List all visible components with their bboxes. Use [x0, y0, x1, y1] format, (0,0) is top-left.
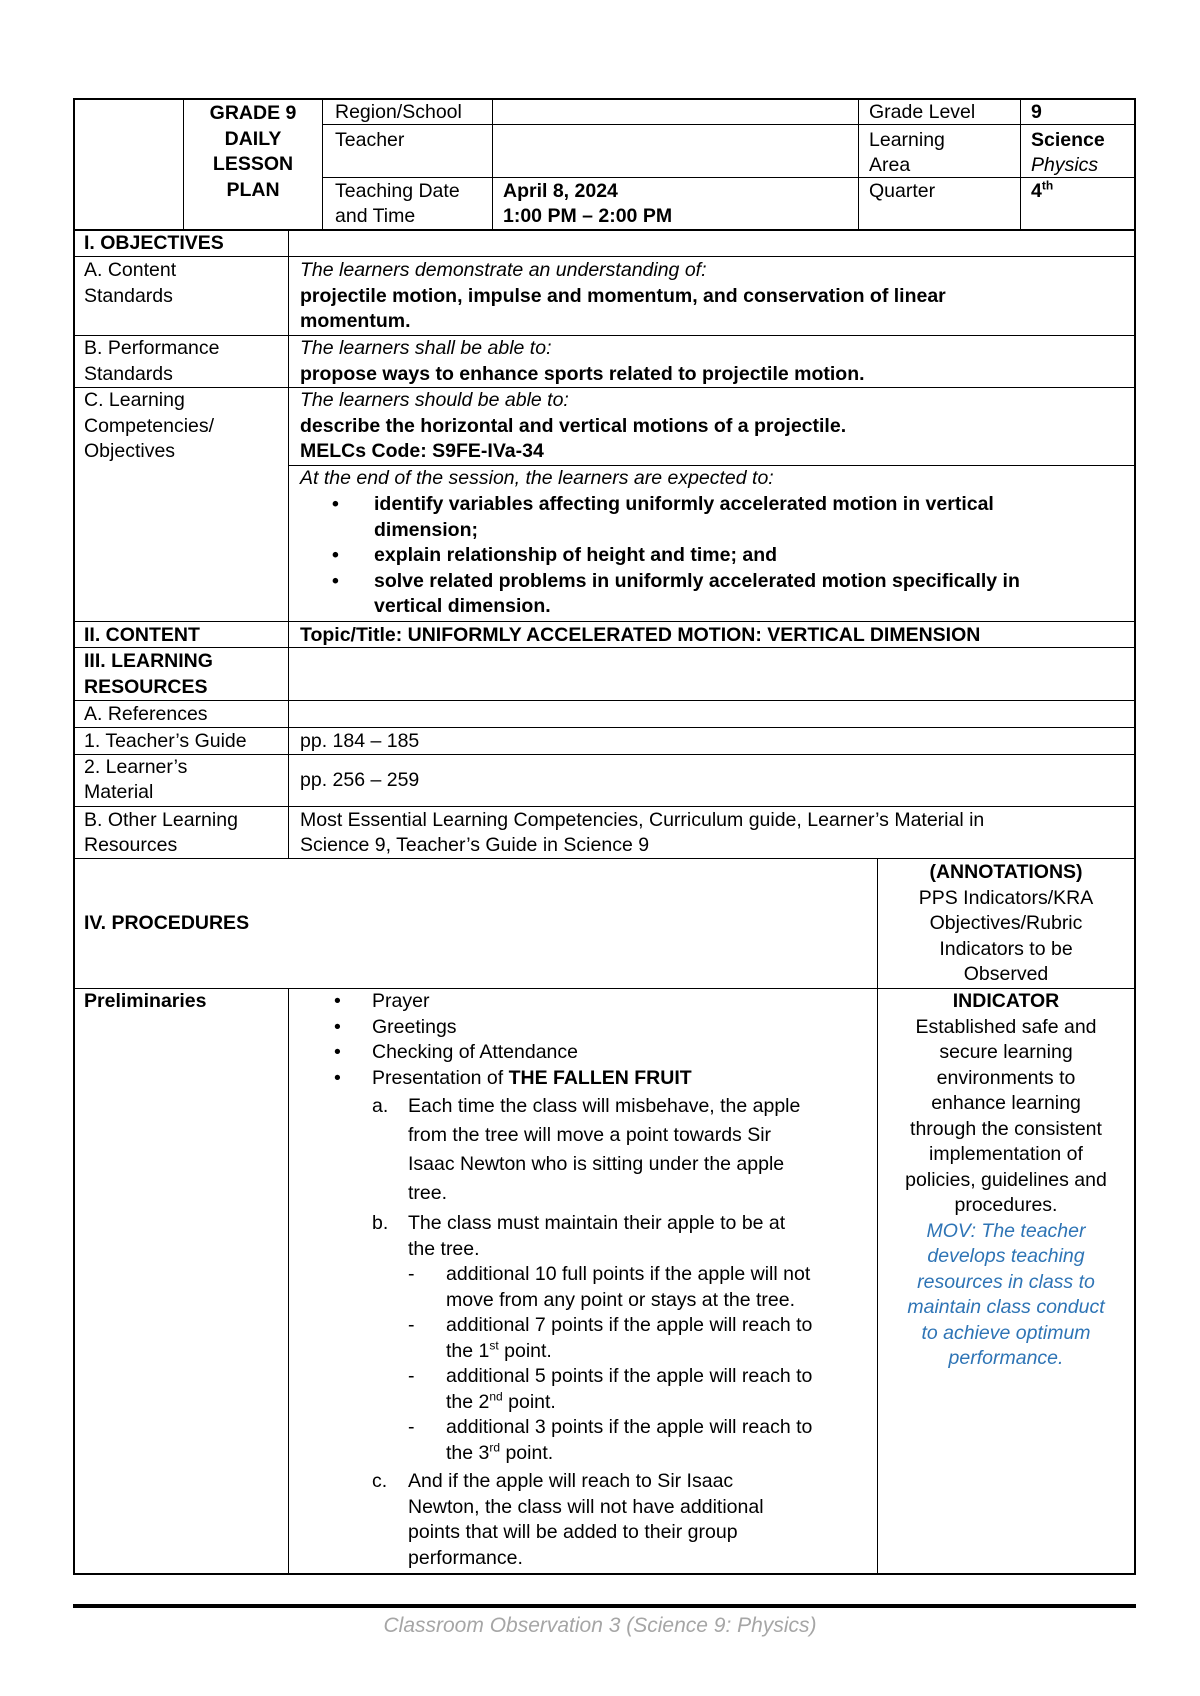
footer-divider: [73, 1604, 1136, 1608]
preliminaries-list: [334, 989, 868, 1091]
resources-heading: III. LEARNING RESOURCES: [84, 650, 213, 698]
list-item: • Checking of Attendance: [338, 1040, 868, 1066]
other-resources-label: B. Other Learning Resources: [84, 809, 238, 856]
bullet-icon: •: [334, 1066, 341, 1089]
teaching-date-value: April 8, 2024 1:00 PM – 2:00 PM: [503, 180, 673, 227]
learning-area-label: Learning Area: [869, 129, 945, 176]
list-item: - additional 7 points if the apple will reach to the 1st point.: [408, 1314, 813, 1362]
region-school-label: Region/School: [335, 101, 462, 123]
content-topic: Topic/Title: UNIFORMLY ACCELERATED MOTION: VERTICAL DIMENSION: [300, 624, 981, 646]
content-heading: II. CONTENT: [84, 624, 200, 646]
quarter-value: 4th: [1031, 178, 1054, 202]
objectives-heading: I. OBJECTIVES: [84, 232, 224, 254]
mov-note: MOV: The teacher develops teaching resources in class to maintain class conduct to achieve optimum performance.: [907, 1219, 1105, 1369]
fallen-fruit-rule-a: a. Each time the class will misbehave, the apple from the tree will move a point towards Sir Isaac Newton who is sitting under the apple tree.: [372, 1095, 801, 1204]
bullet-icon: •: [334, 990, 341, 1012]
list-item: - additional 3 points if the apple will reach to the 3rd point.: [408, 1416, 813, 1464]
procedures-heading: IV. PROCEDURES: [84, 912, 250, 934]
content-standards-text: The learners demonstrate an understanding of: projectile motion, impulse and momentum, and conservation of linear momentum.: [300, 259, 946, 332]
list-item: • identify variables affecting uniformly accelerated motion in vertical dimension;: [332, 493, 994, 541]
bullet-icon: •: [332, 544, 339, 566]
learning-competencies-text: The learners should be able to: describe the horizontal and vertical motions of a projectile. MELCs Code: S9FE-IVa-34: [300, 389, 847, 462]
footer-text: Classroom Observation 3 (Science 9: Physics): [383, 1614, 817, 1637]
session-objectives: [300, 466, 774, 492]
annotations-header: (ANNOTATIONS) PPS Indicators/KRA Objectives/Rubric Indicators to be Observed: [918, 861, 1094, 985]
bullet-icon: •: [332, 493, 339, 515]
session-objective-list: [332, 492, 1020, 620]
list-item: • explain relationship of height and time; and: [338, 543, 1020, 569]
learning-area-value: Science Physics: [1031, 129, 1105, 176]
list-item: • solve related problems in uniformly accelerated motion specifically in vertical dimension.: [332, 569, 1020, 617]
fallen-fruit-rule-b: b. The class must maintain their apple to be at the tree.: [372, 1212, 786, 1260]
grade-level-value: 9: [1031, 101, 1042, 123]
teachers-guide-label: 1. Teacher’s Guide: [84, 730, 247, 752]
doc-title: GRADE 9 DAILY LESSON PLAN: [209, 102, 297, 201]
bullet-icon: •: [334, 1015, 341, 1038]
preliminaries-label: Preliminaries: [84, 990, 207, 1012]
performance-standards-label: B. Performance Standards: [84, 337, 220, 385]
bullet-icon: •: [334, 1041, 341, 1063]
other-resources-value: Most Essential Learning Competencies, Curriculum guide, Learner’s Material in Science 9, Teacher’s Guide in Science 9: [300, 809, 985, 856]
list-item: • Presentation of THE FALLEN FRUIT: [338, 1066, 868, 1092]
points-list: [408, 1262, 812, 1466]
learning-competencies-label: C. Learning Competencies/ Objectives: [84, 389, 215, 462]
list-item: - additional 10 full points if the apple will not move from any point or stays at the tree.: [408, 1263, 811, 1311]
grade-level-label: Grade Level: [869, 101, 976, 123]
references-label: A. References: [84, 703, 208, 725]
list-item: • Prayer: [338, 989, 868, 1015]
session-intro: At the end of the session, the learners are expected to:: [300, 467, 774, 489]
bullet-icon: •: [332, 569, 339, 592]
teachers-guide-value: pp. 184 – 185: [300, 730, 420, 752]
list-item: • Greetings: [338, 1015, 868, 1041]
fallen-fruit-rule-c: c. And if the apple will reach to Sir Isaac Newton, the class will not have additional points that will be added to their group performance.: [372, 1470, 764, 1569]
teacher-label: Teacher: [335, 129, 405, 151]
teaching-date-label: Teaching Date and Time: [335, 180, 460, 227]
content-standards-label: A. Content Standards: [84, 259, 177, 307]
performance-standards-text: The learners shall be able to: propose ways to enhance sports related to projectile motion.: [300, 337, 865, 385]
indicator-annotation: INDICATOR Established safe and secure learning environments to enhance learning through the consistent implementation of policies, guidelines and procedures. MOV: The teacher develops teaching resources in class to maintain class conduct to achieve optimum performance.: [878, 989, 1134, 1372]
learners-material-label: 2. Learner’s Material: [84, 756, 188, 803]
quarter-label: Quarter: [869, 180, 936, 202]
learners-material-value: pp. 256 – 259: [300, 769, 420, 791]
list-item: - additional 5 points if the apple will reach to the 2nd point.: [408, 1365, 813, 1413]
